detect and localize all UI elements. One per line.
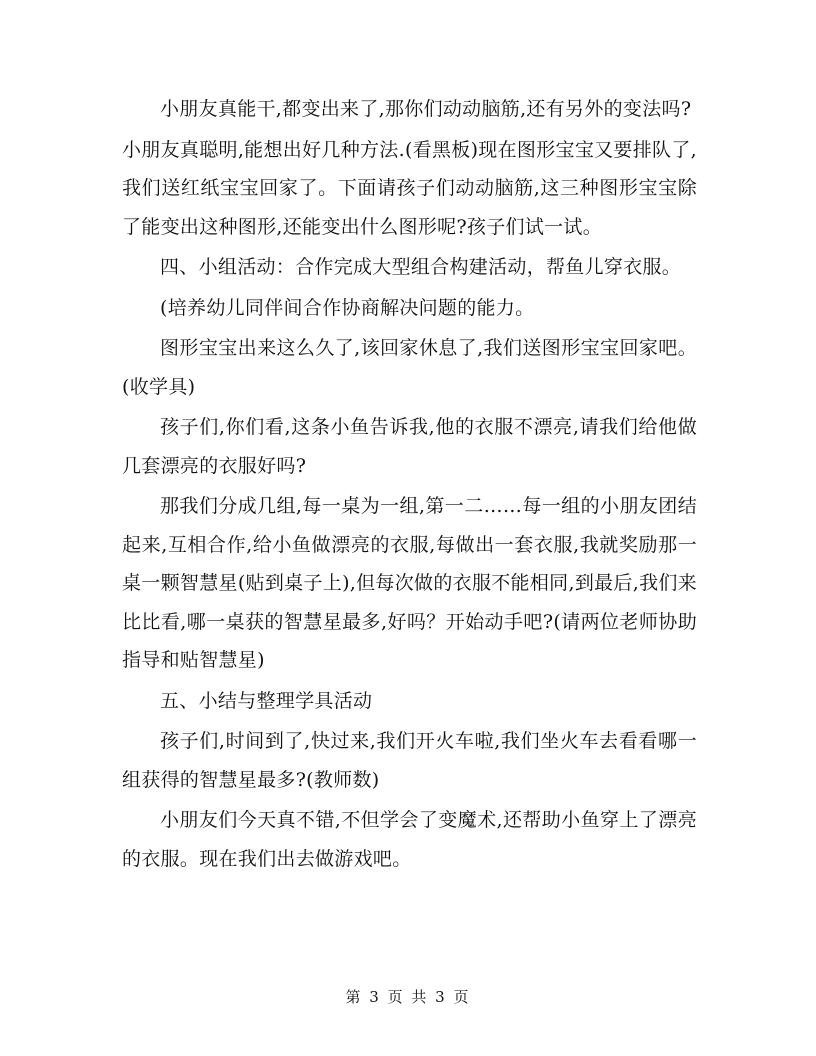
page-number-footer: 第 3 页 共 3 页 xyxy=(345,988,471,1006)
paragraph-7: 孩子们,时间到了,快过来,我们开火车啦,我们坐火车去看看哪一组获得的智慧星最多?(教师数) xyxy=(122,730,697,791)
paragraph-4: 图形宝宝出来这么久了,该回家休息了,我们送图形宝宝回家吧。(收学具) xyxy=(122,337,697,398)
paragraph-5: 孩子们,你们看,这条小鱼告诉我,他的衣服不漂亮,请我们给他做几套漂亮的衣服好吗? xyxy=(122,416,697,477)
paragraph-2: 小朋友真聪明,能想出好几种方法.(看黑板)现在图形宝宝又要排队了,我们送红纸宝宝回家了。下面请孩子们动动脑筋,这三种图形宝宝除了能变出这种图形,还能变出什么图形呢?孩子们试一试。 xyxy=(122,138,697,238)
paragraph-1: 小朋友真能干,都变出来了,那你们动动脑筋,还有另外的变法吗? xyxy=(160,98,692,120)
paragraph-8: 小朋友们今天真不错,不但学会了变魔术,还帮助小鱼穿上了漂亮的衣服。现在我们出去做游戏吧。 xyxy=(122,809,697,870)
section-heading-group-activity: 四、小组活动：合作完成大型组合构建活动，帮鱼儿穿衣服。 xyxy=(160,256,682,278)
paragraph-6: 那我们分成几组,每一桌为一组,第一二……每一组的小朋友团结起来,互相合作,给小鱼做漂亮的衣服,每做出一套衣服,我就奖励那一桌一颗智慧星(贴到桌子上),但每次做的衣服不能相同,到最后,我们来比比看,哪一桌获的智慧星最多,好吗？开始动手吧?(请两位老师协助指导和贴智慧星) xyxy=(122,495,697,671)
document-body xyxy=(122,90,697,880)
paragraph-goal-note: (培养幼儿同伴间合作协商解决问题的能力。 xyxy=(160,296,535,319)
section-heading-summary: 五、小结与整理学具活动 xyxy=(160,689,373,712)
